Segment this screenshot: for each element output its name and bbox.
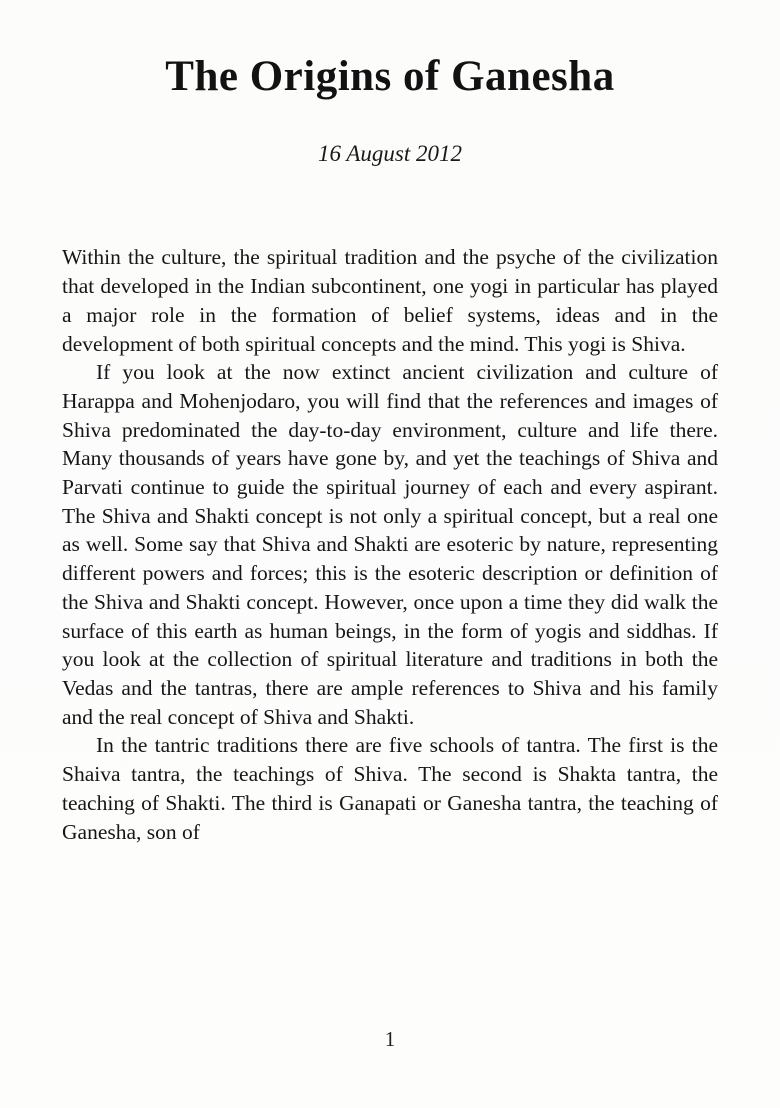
paragraph-3: In the tantric traditions there are five schools of tantra. The first is the Shaiva tantra, the teachings of Shiva. The second is Shakta tantra, the teaching of Shakti. The third is Ganapati or Ganesha tantra, the teaching of Ganesha, son of xyxy=(62,733,718,844)
paragraph-2: If you look at the now extinct ancient civilization and culture of Harappa and Mohenjodaro, you will find that the references and images of Shiva predominated the day-to-day environment, culture and life there. Many thousands of years have gone by, and yet the teachings of Shiva and Parvati continue to guide the spiritual journey of each and every aspirant. The Shiva and Shakti concept is not only a spiritual concept, but a real one as well. Some say that Shiva and Shakti are esoteric by nature, representing different powers and forces; this is the esoteric description or definition of the Shiva and Shakti concept. However, once upon a time they did walk the surface of this earth as human beings, in the form of yogis and siddhas. If you look at the collection of spiritual literature and traditions in both the Vedas and the tantras, there are ample references to Shiva and his family and the real concept of Shiva and Shakti. xyxy=(62,360,718,729)
date-line: 16 August 2012 xyxy=(318,141,462,167)
paragraph-1: Within the culture, the spiritual tradition and the psyche of the civilization that developed in the Indian subcontinent, one yogi in particular has played a major role in the formation of belief systems, ideas and in the development of both spiritual concepts and the mind. This yogi is Shiva. xyxy=(62,245,718,356)
body-text xyxy=(62,243,718,846)
page-title: The Origins of Ganesha xyxy=(165,53,615,100)
page-number: 1 xyxy=(384,1027,396,1051)
